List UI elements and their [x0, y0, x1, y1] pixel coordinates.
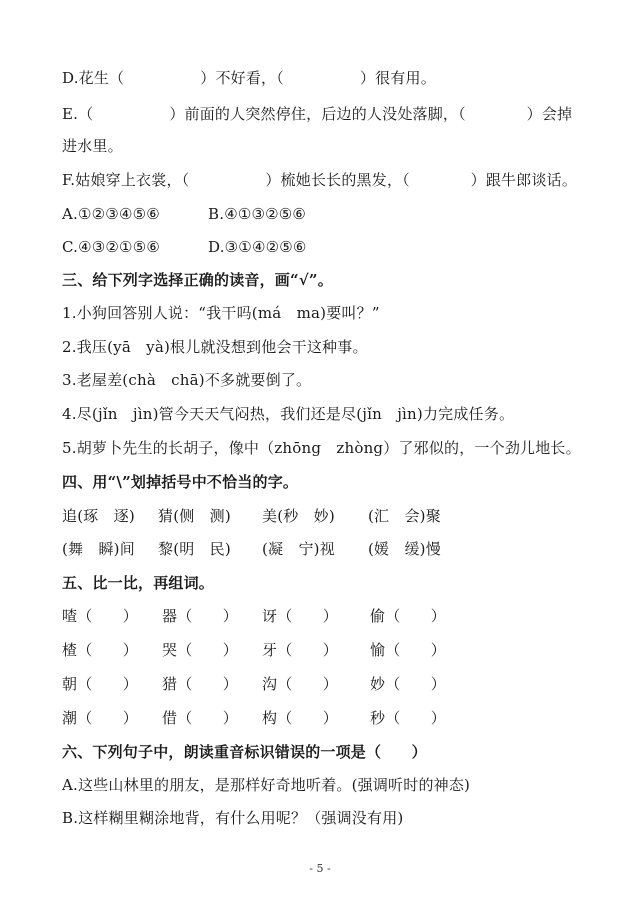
section6-heading: 六、下列句子中，朗读重音标识错误的一项是（ ） [62, 743, 427, 761]
choice-a: A.①②③④⑤⑥ [62, 205, 160, 223]
section5-cell: 借（ ） [162, 709, 239, 727]
section3-heading: 三、给下列字选择正确的读音，画“√”。 [62, 271, 333, 289]
section5-cell: 讶（ ） [262, 607, 339, 625]
section4-cell: 黎(明 民) [158, 540, 231, 558]
page-number: - 5 - [309, 862, 331, 875]
section3-item-4: 4.尽(jǐn jìn)管今天天气闷热，我们还是尽(jǐn jìn)力完成任务。 [62, 405, 515, 423]
choice-d: D.③①④②⑤⑥ [208, 238, 307, 256]
section3-item-2: 2.我压(yā yà)根儿就没想到他会干这种事。 [62, 338, 368, 356]
option-d-sentence: D.花生（ ）不好看，（ ）很有用。 [62, 69, 436, 87]
section5-cell: 哭（ ） [162, 641, 239, 659]
section3-item-3: 3.老屋差(chà chā)不多就要倒了。 [62, 371, 312, 389]
section5-cell: 妙（ ） [370, 675, 447, 693]
choice-b: B.④①③②⑤⑥ [208, 205, 307, 223]
section4-cell: 追(琢 逐) [62, 507, 135, 525]
section3-item-1: 1.小狗回答别人说：“我干吗(má ma)要叫？” [62, 304, 380, 322]
section6-option-a: A.这些山林里的朋友，是那样好奇地听着。(强调听时的神态) [62, 776, 471, 794]
option-e-sentence: E.（ ）前面的人突然停住，后边的人没处落脚，（ ）会掉 [62, 105, 573, 123]
section6-option-b: B.这样糊里糊涂地背，有什么用呢？（强调没有用) [62, 809, 404, 827]
section5-cell: 秒（ ） [370, 709, 447, 727]
section5-cell: 偷（ ） [370, 607, 447, 625]
option-e-sentence-cont: 进水里。 [62, 137, 123, 155]
section5-cell: 楂（ ） [62, 641, 139, 659]
section5-heading: 五、比一比，再组词。 [62, 574, 215, 592]
section4-cell: 美(秒 妙) [262, 507, 335, 525]
section4-cell: 猜(侧 测) [158, 507, 231, 525]
section5-cell: 构（ ） [262, 709, 339, 727]
section5-cell: 沟（ ） [262, 675, 339, 693]
section5-cell: 猎（ ） [162, 675, 239, 693]
section4-heading: 四、用“\”划掉括号中不恰当的字。 [62, 473, 299, 491]
section4-cell: (凝 宁)视 [262, 540, 335, 558]
section4-cell: (舞 瞬)间 [62, 540, 135, 558]
section5-cell: 愉（ ） [370, 641, 447, 659]
option-f-sentence: F.姑娘穿上衣裳，（ ）梳她长长的黑发，（ ）跟牛郎谈话。 [62, 171, 578, 189]
section5-cell: 潮（ ） [62, 709, 139, 727]
section5-cell: 朝（ ） [62, 675, 139, 693]
section4-cell: (汇 会)聚 [368, 507, 441, 525]
section5-cell: 喳（ ） [62, 607, 139, 625]
section3-item-5: 5.胡萝卜先生的长胡子，像中（zhōng zhòng）了邪似的，一个劲儿地长。 [62, 439, 581, 457]
section4-cell: (媛 缓)慢 [368, 540, 441, 558]
section5-cell: 器（ ） [162, 607, 239, 625]
section5-cell: 牙（ ） [262, 641, 339, 659]
choice-c: C.④③②①⑤⑥ [62, 238, 160, 256]
